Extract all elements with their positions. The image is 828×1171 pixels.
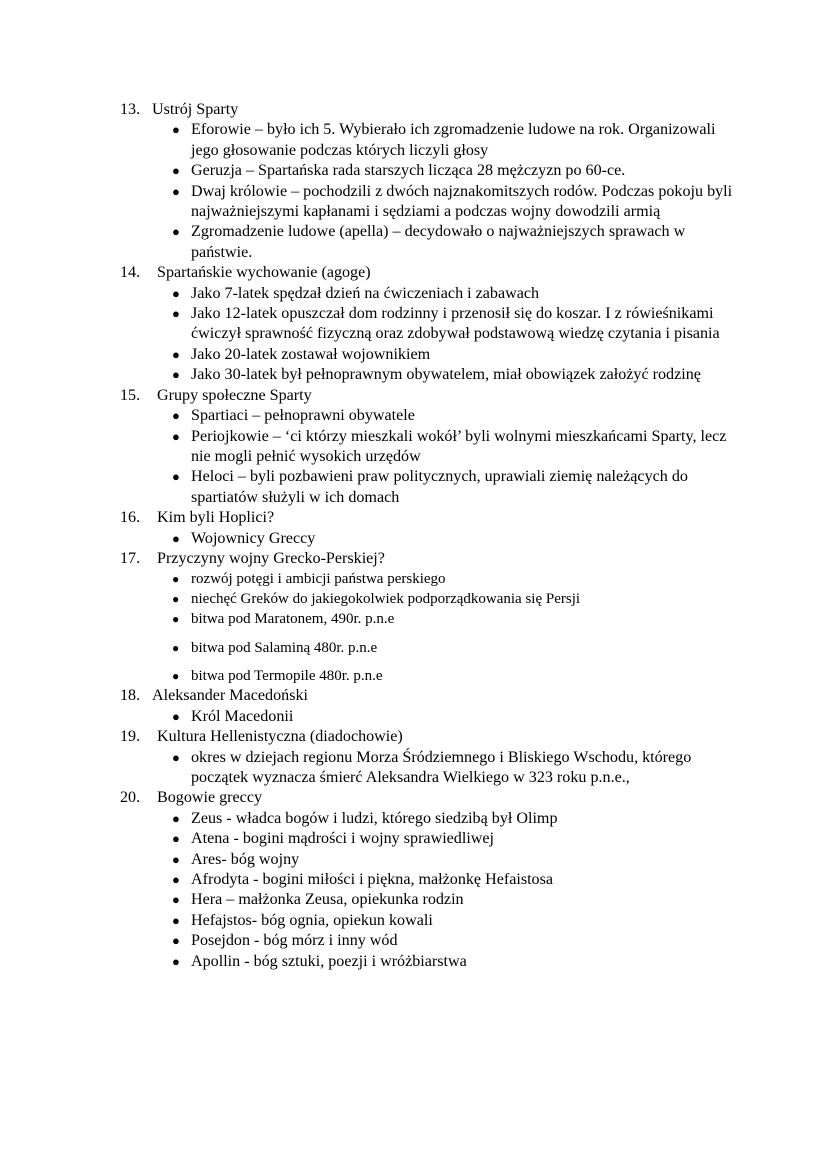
- bullet-text: Zgromadzenie ludowe (apella) – decydowało o najważniejszych sprawach w państwie.: [191, 223, 686, 261]
- bullet-dot-icon: ●: [172, 592, 180, 607]
- bullet-dot-icon: ●: [172, 572, 180, 587]
- bullet-dot-icon: ●: [172, 851, 180, 867]
- outline-item: [120, 549, 738, 686]
- outline-item: [120, 100, 738, 263]
- section-heading: [120, 263, 738, 283]
- bullet-list: [120, 748, 738, 789]
- outline-item: [120, 386, 738, 508]
- bullet-item: [120, 850, 738, 870]
- section-title: Kim byli Hoplici?: [157, 509, 275, 527]
- bullet-text: Afrodyta - bogini miłości i piękna, małżonkę Hefaistosa: [191, 871, 554, 888]
- document-body: [120, 100, 738, 972]
- bullet-item: [120, 911, 738, 931]
- bullet-text: Spartiaci – pełnoprawni obywatele: [191, 407, 415, 425]
- section-heading: [120, 727, 738, 747]
- section-title: Grupy społeczne Sparty: [157, 386, 312, 404]
- bullet-item: [120, 952, 738, 972]
- bullet-dot-icon: ●: [172, 530, 180, 546]
- bullet-dot-icon: ●: [172, 408, 180, 424]
- bullet-dot-icon: ●: [172, 285, 180, 301]
- bullet-item: [120, 890, 738, 910]
- bullet-text: Jako 30-latek był pełnoprawnym obywatelem, miał obowiązek założyć rodzinę: [191, 366, 701, 384]
- outline-item: [120, 263, 738, 385]
- bullet-item: [120, 748, 738, 789]
- outline-list: [120, 100, 738, 972]
- section-heading: [120, 788, 738, 808]
- bullet-dot-icon: ●: [172, 953, 180, 969]
- section-number: 18.: [120, 687, 141, 705]
- section-number: 19.: [120, 728, 141, 746]
- bullet-item: [120, 829, 738, 849]
- bullet-item: [120, 222, 738, 263]
- bullet-text: Geruzja – Spartańska rada starszych licząca 28 mężczyzn po 60-ce.: [191, 162, 626, 180]
- bullet-text: Eforowie – było ich 5. Wybierało ich zgromadzenie ludowe na rok. Organizowali jego głosowanie podczas których liczyli głosy: [191, 121, 716, 159]
- bullet-item: [120, 931, 738, 951]
- bullet-dot-icon: ●: [172, 346, 180, 362]
- bullet-item: [120, 707, 738, 727]
- outline-item: [120, 686, 738, 727]
- outline-item: [120, 727, 738, 788]
- bullet-text: Jako 7-latek spędzał dzień na ćwiczeniach i zabawach: [191, 284, 540, 302]
- section-number: 16.: [120, 509, 141, 527]
- bullet-list: [120, 120, 738, 263]
- bullet-text: Apollin - bóg sztuki, poezji i wróżbiarstwa: [191, 952, 467, 970]
- bullet-list: [120, 569, 738, 686]
- bullet-text: Hefajstos- bóg ognia, opiekun kowali: [191, 911, 433, 929]
- bullet-text: Heloci – byli pozbawieni praw politycznych, uprawiali ziemię należących do spartiatów służyli w ich domach: [191, 468, 688, 506]
- outline-item: [120, 788, 738, 972]
- section-number: 15.: [120, 386, 141, 404]
- bullet-text: rozwój potęgi i ambicji państwa perskiego: [191, 571, 446, 588]
- bullet-list: [120, 529, 738, 549]
- bullet-text: Zeus - władca bogów i ludzi, którego siedzibą był Olimp: [191, 809, 558, 827]
- bullet-text: okres w dziejach regionu Morza Śródziemnego i Bliskiego Wschodu, którego początek wyznacza śmierć Aleksandra Wielkiego w 323 roku p.n.e.,: [191, 748, 692, 786]
- bullet-text: Posejdon - bóg mórz i inny wód: [191, 932, 398, 950]
- section-title: Bogowie greccy: [157, 789, 263, 807]
- bullet-text: Dwaj królowie – pochodzili z dwóch najznakomitszych rodów. Podczas pokoju byli najważniejszymi kapłanami i sędziami a podczas wojny dowodzili armią: [191, 182, 733, 221]
- bullet-list: [120, 284, 738, 386]
- section-title: Przyczyny wojny Grecko-Perskiej?: [157, 549, 385, 567]
- section-heading: [120, 686, 738, 706]
- bullet-text: Hera – małżonka Zeusa, opiekunka rodzin: [191, 891, 464, 909]
- bullet-text: Periojkowie – ‘ci którzy mieszkali wokół’ byli wolnymi mieszkańcami Sparty, lecz nie mogli pełnić wysokich urzędów: [191, 427, 727, 465]
- section-title: Ustrój Sparty: [152, 101, 239, 118]
- section-heading: [120, 386, 738, 406]
- section-title: Aleksander Macedoński: [152, 687, 308, 705]
- bullet-item: [120, 304, 738, 345]
- section-number: 14.: [120, 264, 141, 282]
- bullet-item: [120, 406, 738, 426]
- bullet-text: Ares- bóg wojny: [191, 850, 300, 868]
- outline-item: [120, 508, 738, 549]
- bullet-item: [120, 120, 738, 161]
- bullet-item: [120, 467, 738, 508]
- bullet-item: [120, 638, 738, 658]
- bullet-dot-icon: ●: [172, 306, 180, 322]
- bullet-text: Wojownicy Greccy: [191, 529, 316, 547]
- bullet-text: Jako 12-latek opuszczał dom rodzinny i przenosił się do koszar. I z rówieśnikami ćwiczył sprawność fizyczną oraz zdobywał podstawową wiedzę czytania i pisania: [191, 305, 720, 343]
- bullet-item: [120, 589, 738, 609]
- bullet-item: [120, 809, 738, 829]
- bullet-dot-icon: ●: [172, 224, 180, 240]
- bullet-dot-icon: ●: [172, 640, 180, 655]
- bullet-dot-icon: ●: [172, 892, 180, 908]
- bullet-item: [120, 161, 738, 181]
- bullet-list: [120, 406, 738, 508]
- bullet-dot-icon: ●: [172, 612, 180, 627]
- bullet-item: [120, 569, 738, 589]
- bullet-text: Król Macedonii: [191, 707, 294, 725]
- bullet-list: [120, 707, 738, 727]
- bullet-text: Atena - bogini mądrości i wojny sprawiedliwej: [191, 830, 495, 848]
- bullet-dot-icon: ●: [172, 749, 180, 765]
- bullet-item: [120, 529, 738, 549]
- bullet-dot-icon: ●: [172, 122, 180, 138]
- bullet-dot-icon: ●: [172, 933, 180, 949]
- bullet-dot-icon: ●: [172, 469, 180, 485]
- section-number: 17.: [120, 549, 141, 567]
- bullet-dot-icon: ●: [172, 428, 180, 444]
- bullet-text: bitwa pod Termopile 480r. p.n.e: [191, 668, 383, 685]
- bullet-item: [120, 365, 738, 385]
- bullet-dot-icon: ●: [172, 367, 180, 383]
- bullet-text: bitwa pod Salaminą 480r. p.n.e: [191, 639, 378, 656]
- section-heading: [120, 508, 738, 528]
- section-title: Spartańskie wychowanie (agoge): [157, 264, 371, 282]
- section-number: 20.: [120, 789, 141, 807]
- bullet-list: [120, 809, 738, 972]
- bullet-item: [120, 182, 738, 223]
- bullet-text: bitwa pod Maratonem, 490r. p.n.e: [191, 611, 395, 628]
- bullet-dot-icon: ●: [172, 669, 180, 684]
- bullet-text: niechęć Greków do jakiegokolwiek podporządkowania się Persji: [191, 591, 581, 608]
- bullet-dot-icon: ●: [172, 810, 180, 826]
- section-title: Kultura Hellenistyczna (diadochowie): [157, 728, 403, 746]
- bullet-dot-icon: ●: [172, 912, 180, 928]
- bullet-item: [120, 345, 738, 365]
- bullet-dot-icon: ●: [172, 183, 180, 199]
- section-number: 13.: [120, 101, 141, 118]
- bullet-item: [120, 427, 738, 468]
- bullet-text: Jako 20-latek zostawał wojownikiem: [191, 345, 431, 363]
- section-heading: [120, 549, 738, 569]
- bullet-item: [120, 870, 738, 890]
- section-heading: [120, 100, 738, 120]
- bullet-dot-icon: ●: [172, 831, 180, 847]
- bullet-dot-icon: ●: [172, 163, 180, 179]
- bullet-item: [120, 609, 738, 629]
- bullet-dot-icon: ●: [172, 872, 180, 887]
- bullet-dot-icon: ●: [172, 708, 180, 724]
- bullet-item: [120, 284, 738, 304]
- bullet-item: [120, 666, 738, 686]
